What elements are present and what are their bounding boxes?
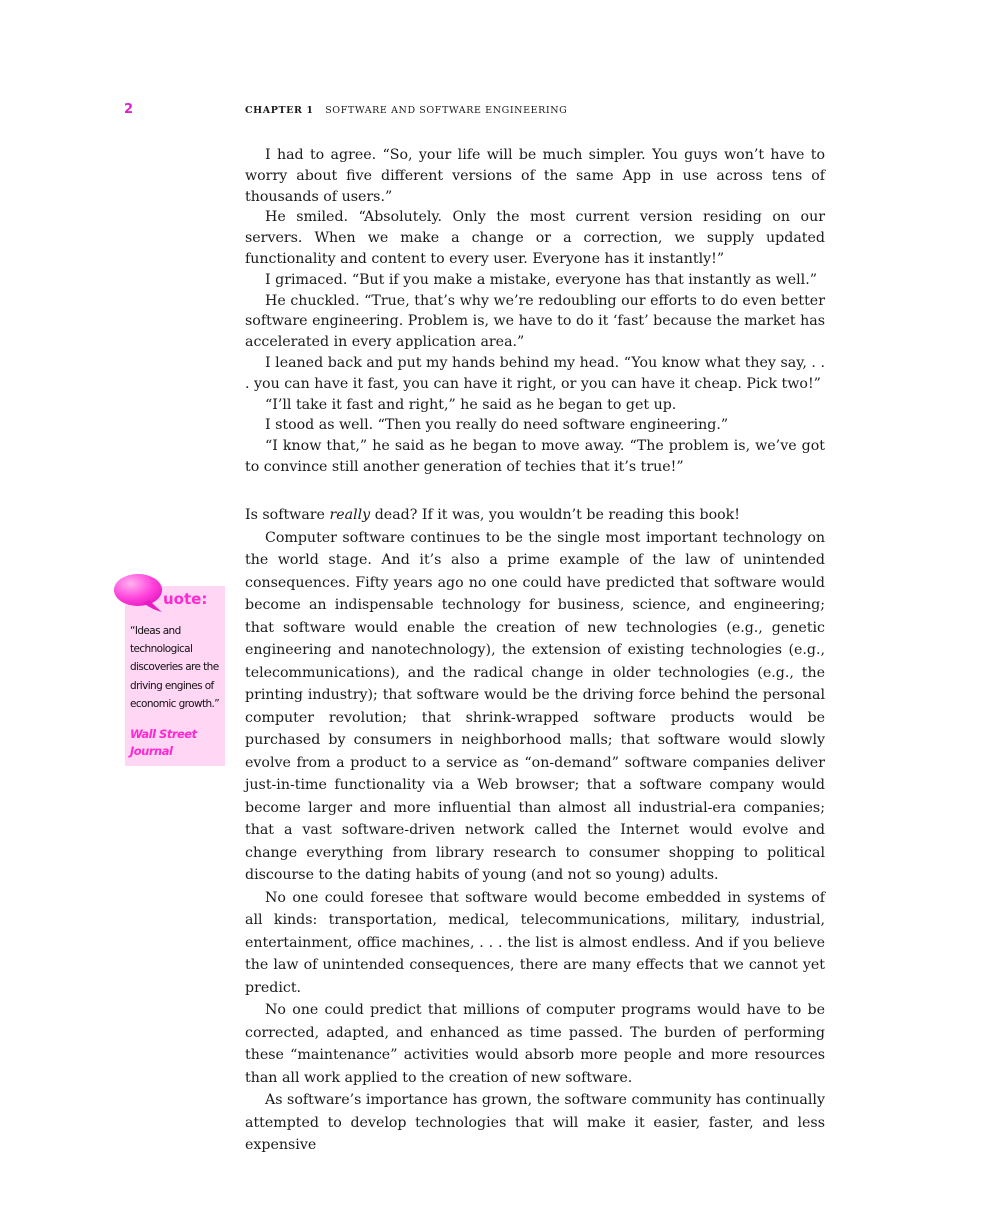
dialogue-paragraph: I had to agree. “So, your life will be much simpler. You guys won’t have to worry about five different versions of the same App in use across tens of thousands of users.” — [245, 147, 825, 205]
running-head — [245, 105, 567, 116]
emphasis-really: really — [329, 507, 371, 523]
dialogue-paragraph: “I’ll take it fast and right,” he said as he began to get up. — [265, 396, 677, 413]
essay-section — [245, 504, 825, 1157]
dialogue-paragraph: I stood as well. “Then you really do need software engineering.” — [265, 417, 729, 434]
essay-paragraph: No one could predict that millions of computer programs would have to be corrected, adapted, and enhanced as time passed. The burden of performing these “maintenance” activities would absorb more people and more resources than all work applied to the creation of new software. — [245, 1002, 825, 1086]
page-number: 2 — [124, 102, 134, 117]
essay-paragraph: No one could foresee that software would become embedded in systems of all kinds: transportation, medical, telecommunications, military, industrial, entertainment, office machines, . . . the list is almost endless. And if you believe the law of unintended consequences, there are many effects that we cannot yet predict. — [245, 889, 825, 996]
essay-paragraph: Computer software continues to be the single most important technology on the world stage. And it’s also a prime example of the law of unintended consequences. Fifty years ago no one could have predicted that software would become an indispensable technology for business, science, and engineering; that software would enable the creation of new technologies (e.g., genetic engineering and nanotechnology), the extension of existing technologies (e.g., telecommunications), and the radical change in older technologies (e.g., the printing industry); that software would be the driving force behind the personal computer revolution; that shrink-wrapped software products would be purchased by consumers in neighborhood malls; that software would slowly evolve from a product to a service as “on-demand” software companies deliver just-in-time functionality via a Web browser; that a software company would become larger and more influential than almost all industrial-era companies; that a vast software-driven network called the Internet would evolve and change everything from library research to consumer shopping to political discourse to the dating habits of young (and not so young) adults. — [245, 529, 825, 883]
dialogue-paragraph: “I know that,” he said as he began to move away. “The problem is, we’ve got to convince still another generation of techies that it’s true!” — [245, 438, 825, 475]
chapter-title: SOFTWARE AND SOFTWARE ENGINEERING — [325, 105, 568, 116]
dialogue-paragraph: He smiled. “Absolutely. Only the most current version residing on our servers. When we make a change or a correction, we supply updated functionality and content to every user. Everyone has it instantly!” — [245, 209, 825, 267]
dialogue-paragraph: I leaned back and put my hands behind my head. “You know what they say, . . . you can have it fast, you can have it right, or you can have it cheap. Pick two!” — [245, 354, 825, 392]
quote-label: uote: — [163, 590, 208, 608]
speech-bubble-icon — [113, 572, 169, 614]
dialogue-paragraph: I grimaced. “But if you make a mistake, everyone has that instantly as well.” — [265, 271, 817, 288]
essay-paragraph: As software’s importance has grown, the software community has continually attempted to develop technologies that will make it easier, faster, and less expensive — [245, 1092, 825, 1153]
dialogue-paragraph: He chuckled. “True, that’s why we’re redoubling our efforts to do even better software engineering. Problem is, we have to do it ‘fast’ because the market has accelerated in every application area.” — [245, 292, 825, 351]
quote-text: “Ideas and technological discoveries are the driving engines of economic growth.” — [130, 625, 220, 710]
essay-intro: Is software really dead? If it was, you wouldn’t be reading this book! — [245, 507, 740, 523]
quote-source: Wall Street Journal — [130, 727, 197, 758]
chapter-label: CHAPTER 1 — [245, 105, 314, 116]
dialogue-section — [245, 145, 825, 478]
